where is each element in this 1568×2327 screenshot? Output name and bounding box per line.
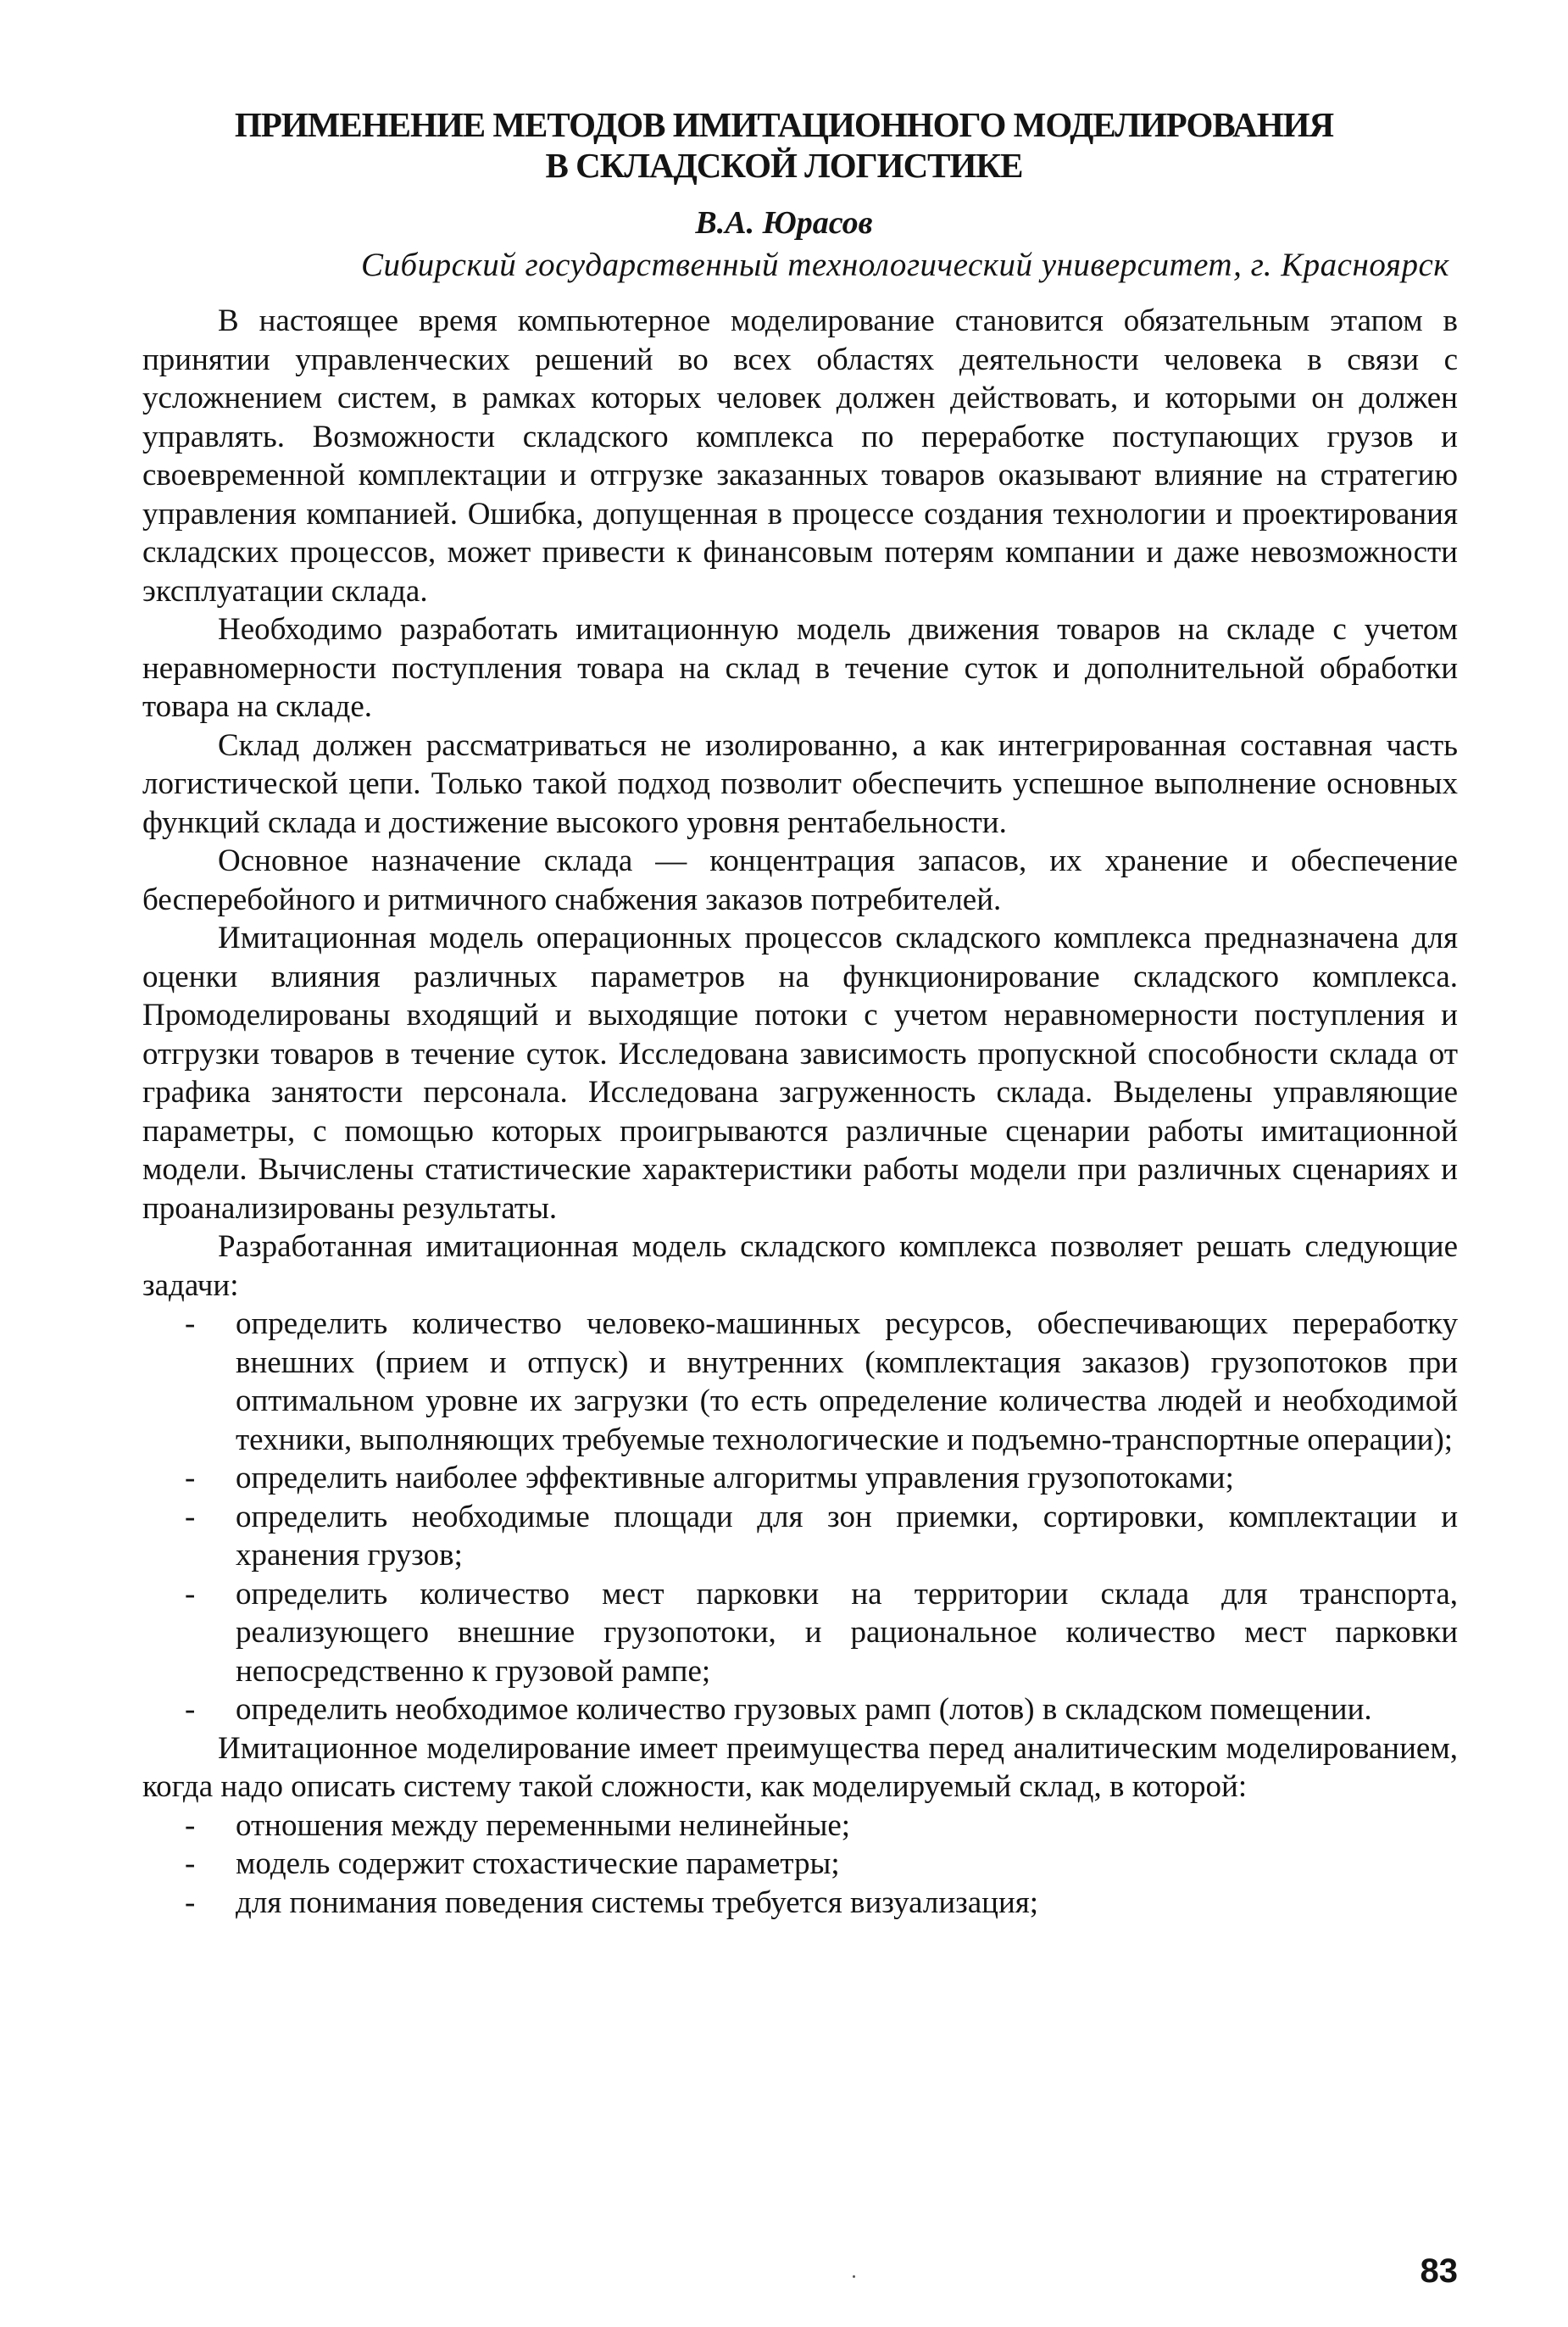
list-dash: - — [185, 1499, 196, 1534]
body-paragraph: Имитационное моделирование имеет преимущества перед аналитическим моделированием, когда надо описать систему такой сложности, как моделируемый склад, в которой: — [142, 1730, 1458, 1804]
list-item — [142, 1459, 1458, 1498]
list-item — [142, 1690, 1458, 1729]
body-paragraph: Основное назначение склада — концентрация запасов, их хранение и обеспечение бесперебойного и ритмичного снабжения заказов потребителей. — [142, 843, 1458, 917]
conditions-list — [142, 1806, 1458, 1923]
list-item-text: отношения между переменными нелинейные; — [236, 1807, 851, 1843]
list-item — [142, 1575, 1458, 1691]
list-item — [142, 1845, 1458, 1884]
list-item — [142, 1884, 1458, 1923]
paper-title-line-1: ПРИМЕНЕНИЕ МЕТОДОВ ИМИТАЦИОННОГО МОДЕЛИРОВАНИЯ — [234, 105, 1334, 144]
list-item — [142, 1498, 1458, 1575]
list-item-text: определить количество мест парковки на территории склада для транспорта, реализующего внешние грузопотоки, и рациональное количество мест парковки непосредственно к грузовой рампе; — [236, 1576, 1458, 1689]
scan-speck — [853, 2275, 855, 2278]
list-dash: - — [185, 1692, 196, 1727]
tasks-list — [142, 1305, 1458, 1729]
author-affiliation: Сибирский государственный технологический университет, г. Красноярск — [361, 247, 1449, 283]
list-item-text: модель содержит стохастические параметры; — [236, 1846, 840, 1881]
list-dash: - — [185, 1846, 196, 1881]
list-dash: - — [185, 1884, 196, 1920]
paper-body — [142, 302, 1458, 1922]
body-paragraph: В настоящее время компьютерное моделирование становится обязательным этапом в принятии управленческих решений во всех областях деятельности человека в связи с усложнением систем, в рамках которых человек должен действовать, и которыми он должен управлять. Возможности складского комплекса по переработке поступающих грузов и своевременной комплектации и отгрузке заказанных товаров оказывают влияние на стратегию управления компанией. Ошибка, допущенная в процессе создания технологии и проектирования складских процессов, может привести к финансовым потерям компании и даже невозможности эксплуатации склада. — [142, 303, 1458, 609]
list-item-text: определить количество человеко-машинных ресурсов, обеспечивающих переработку внешних (прием и отпуск) и внутренних (комплектация заказов) грузопотоков при оптимальном уровне их загрузки (то есть определение количества людей и необходимой техники, выполняющих требуемые технологические и подъемно-транспортные операции); — [236, 1306, 1458, 1457]
body-paragraph: Склад должен рассматриваться не изолированно, а как интегрированная составная часть логистической цепи. Только такой подход позволит обеспечить успешное выполнение основных функций склада и достижение высокого уровня рентабельности. — [142, 727, 1458, 840]
body-paragraph: Необходимо разработать имитационную модель движения товаров на складе с учетом неравномерности поступления товара на склад в течение суток и дополнительной обработки товара на складе. — [142, 612, 1458, 724]
paper-title-line-2: В СКЛАДСКОЙ ЛОГИСТИКЕ — [545, 146, 1023, 185]
list-dash: - — [185, 1807, 196, 1843]
list-item-text: определить наиболее эффективные алгоритмы управления грузопотоками; — [236, 1461, 1234, 1495]
list-item — [142, 1806, 1458, 1845]
list-item-text: для понимания поведения системы требуется визуализация; — [236, 1884, 1039, 1920]
list-item — [142, 1305, 1458, 1459]
body-paragraph: Разработанная имитационная модель складского комплекса позволяет решать следующие задачи: — [142, 1229, 1458, 1303]
body-paragraph: Имитационная модель операционных процессов складского комплекса предназначена для оценки влияния различных параметров на функционирование складского комплекса. Промоделированы входящий и выходящие потоки с учетом неравномерности поступления и отгрузки товаров в течение суток. Исследована зависимость пропускной способности склада от графика занятости персонала. Исследована загруженность склада. Выделены управляющие параметры, с помощью которых проигрываются различные сценарии работы имитационной модели. Вычислены статистические характеристики работы модели при различных сценариях и проанализированы результаты. — [142, 921, 1458, 1226]
list-item-text: определить необходимое количество грузовых рамп (лотов) в складском помещении. — [236, 1692, 1372, 1727]
list-dash: - — [185, 1306, 196, 1341]
list-dash: - — [185, 1461, 196, 1495]
list-item-text: определить необходимые площади для зон приемки, сортировки, комплектации и хранения грузов; — [236, 1499, 1458, 1573]
author-name: В.А. Юрасов — [695, 205, 873, 241]
list-dash: - — [185, 1576, 196, 1612]
page-number: 83 — [1420, 2252, 1458, 2290]
